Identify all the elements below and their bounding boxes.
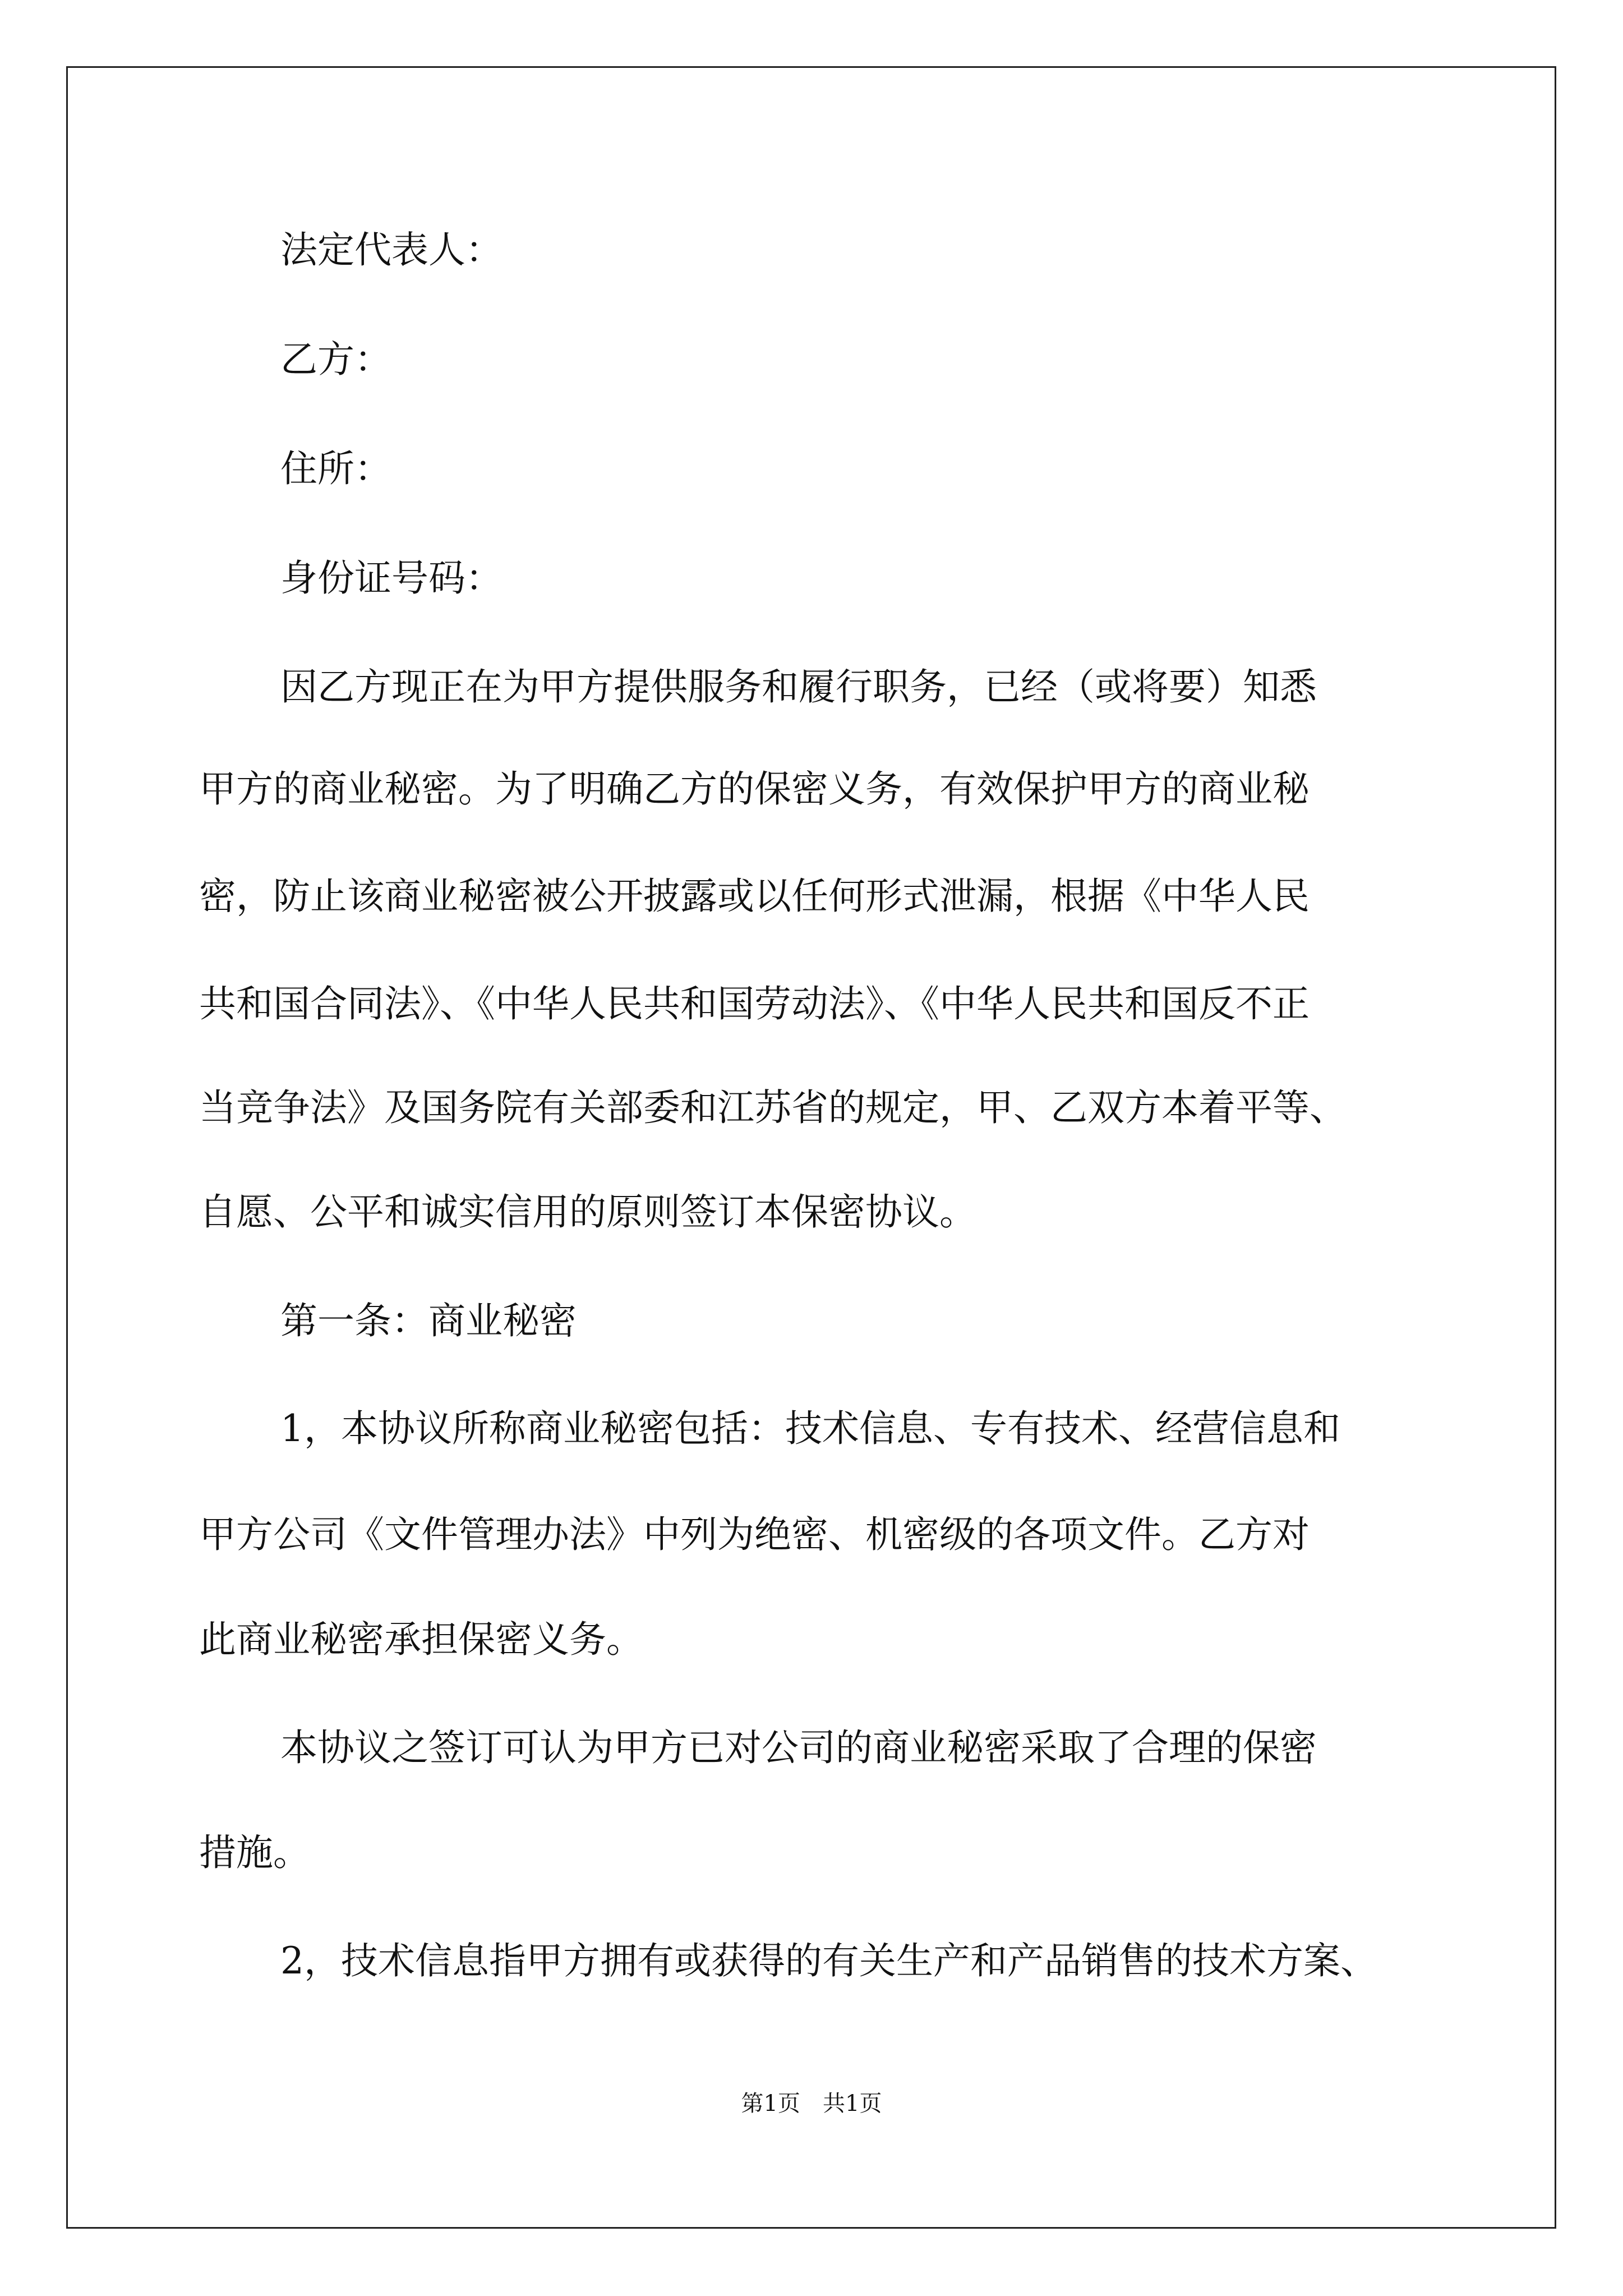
text-line: 2，技术信息指甲方拥有或获得的有关生产和产品销售的技术方案、	[280, 1939, 1377, 1982]
text-line: 乙方：	[280, 338, 391, 381]
text-line: 住所：	[280, 447, 391, 490]
text-line: 自愿、公平和诚实信用的原则签订本保密协议。	[199, 1190, 976, 1234]
text-line: 密，防止该商业秘密被公开披露或以任何形式泄漏，根据《中华人民	[199, 875, 1310, 918]
section-heading: 第一条：商业秘密	[280, 1299, 577, 1342]
text-line: 共和国合同法》、《中华人民共和国劳动法》、《中华人民共和国反不正	[199, 982, 1310, 1025]
page-border	[66, 66, 1556, 2229]
text-line: 甲方的商业秘密。为了明确乙方的保密义务，有效保护甲方的商业秘	[199, 767, 1310, 811]
text-line: 因乙方现正在为甲方提供服务和履行职务，已经（或将要）知悉	[280, 665, 1317, 708]
text-line: 甲方公司《文件管理办法》中列为绝密、机密级的各项文件。乙方对	[199, 1513, 1310, 1556]
text-line: 此商业秘密承担保密义务。	[199, 1618, 643, 1661]
page-footer: 第1页 共1页	[741, 2091, 882, 2116]
text-line: 当竞争法》及国务院有关部委和江苏省的规定，甲、乙双方本着平等、	[199, 1086, 1347, 1129]
text-line: 身份证号码：	[280, 556, 502, 600]
text-line: 本协议之签订可认为甲方已对公司的商业秘密采取了合理的保密	[280, 1726, 1317, 1769]
text-line: 法定代表人：	[280, 228, 502, 272]
text-line: 措施。	[199, 1831, 310, 1874]
text-line: 1，本协议所称商业秘密包括：技术信息、专有技术、经营信息和	[280, 1407, 1340, 1450]
